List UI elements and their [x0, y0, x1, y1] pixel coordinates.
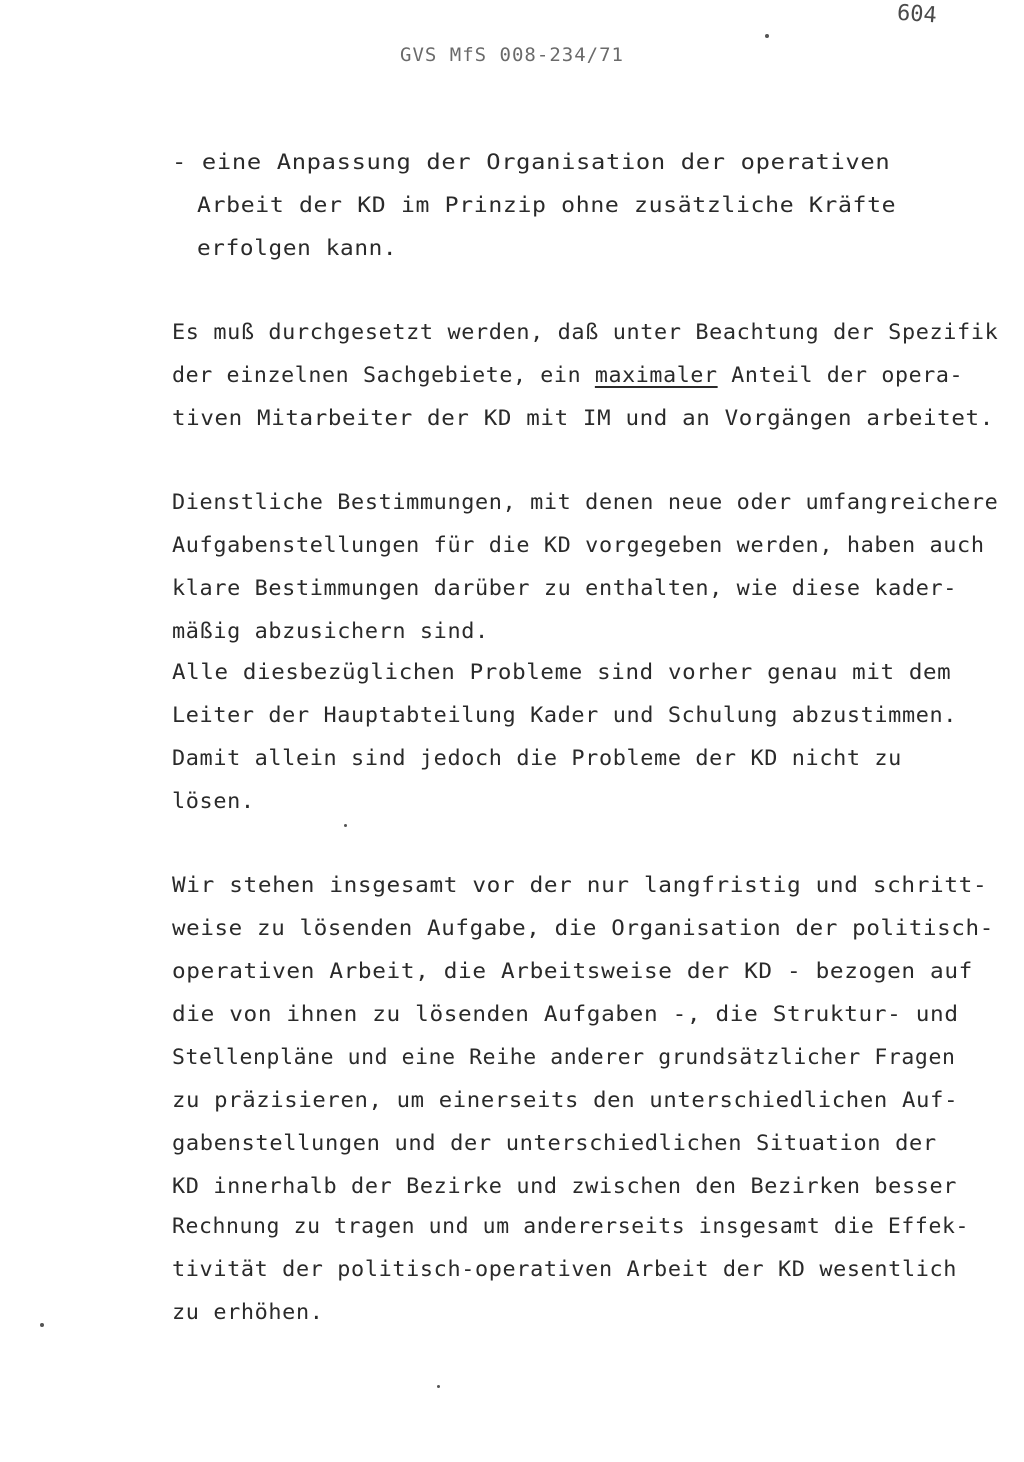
paragraph-line: Dienstliche Bestimmungen, mit denen neue oder umfangreichere [172, 490, 999, 514]
scan-speck [437, 1385, 440, 1388]
paragraph-line: Alle diesbezüglichen Probleme sind vorher genau mit dem [172, 660, 952, 684]
scan-speck [344, 824, 347, 827]
paragraph-line: Rechnung zu tragen und um andererseits insgesamt die Effek- [172, 1214, 969, 1238]
paragraph-line: erfolgen kann. [197, 236, 398, 260]
paragraph-line: operativen Arbeit, die Arbeitsweise der KD - bezogen auf [172, 959, 973, 983]
paragraph-line: Leiter der Hauptabteilung Kader und Schulung abzustimmen. [172, 703, 958, 727]
line-segment: der einzelnen Sachgebiete, ein [172, 363, 595, 387]
paragraph-line: KD innerhalb der Bezirke und zwischen den Bezirken besser [172, 1174, 958, 1198]
paragraph-line: die von ihnen zu lösenden Aufgaben -, die Struktur- und [172, 1002, 959, 1026]
paragraph-line: tivität der politisch-operativen Arbeit der KD wesentlich [172, 1257, 958, 1281]
paragraph-line: - eine Anpassung der Organisation der operativen [172, 150, 891, 174]
paragraph-line: tiven Mitarbeiter der KD mit IM und an Vorgängen arbeitet. [172, 406, 994, 430]
paragraph-line: Arbeit der KD im Prinzip ohne zusätzliche Kräfte [197, 193, 897, 217]
paragraph-line: mäßig abzusichern sind. [172, 619, 489, 643]
underlined-word: maximaler [594, 363, 718, 387]
scan-speck [40, 1323, 44, 1327]
paragraph-line: Es muß durchgesetzt werden, daß unter Beachtung der Spezifik [172, 320, 999, 344]
paragraph-line: Stellenpläne und eine Reihe anderer grundsätzlicher Fragen [172, 1045, 956, 1069]
paragraph-line: zu präzisieren, um einerseits den unterschiedlichen Auf- [172, 1088, 959, 1112]
paragraph-line: weise zu lösenden Aufgabe, die Organisation der politisch- [172, 916, 994, 940]
page-number: 604 [896, 0, 938, 29]
scan-speck [765, 34, 769, 38]
paragraph-line: Damit allein sind jedoch die Probleme der KD nicht zu [172, 746, 902, 770]
paragraph-line: lösen. [172, 789, 255, 813]
paragraph-line: Wir stehen insgesamt vor der nur langfristig und schritt- [172, 873, 988, 897]
paragraph-line: zu erhöhen. [172, 1300, 324, 1324]
document-header: GVS MfS 008-234/71 [400, 44, 624, 66]
paragraph-line: gabenstellungen und der unterschiedlichen Situation der [172, 1131, 937, 1155]
paragraph-line: Aufgabenstellungen für die KD vorgegeben werden, haben auch [172, 533, 985, 557]
paragraph-line-with-underline [172, 363, 963, 387]
line-segment: Anteil der opera- [717, 363, 964, 387]
paragraph-line: klare Bestimmungen darüber zu enthalten, wie diese kader- [172, 576, 958, 600]
